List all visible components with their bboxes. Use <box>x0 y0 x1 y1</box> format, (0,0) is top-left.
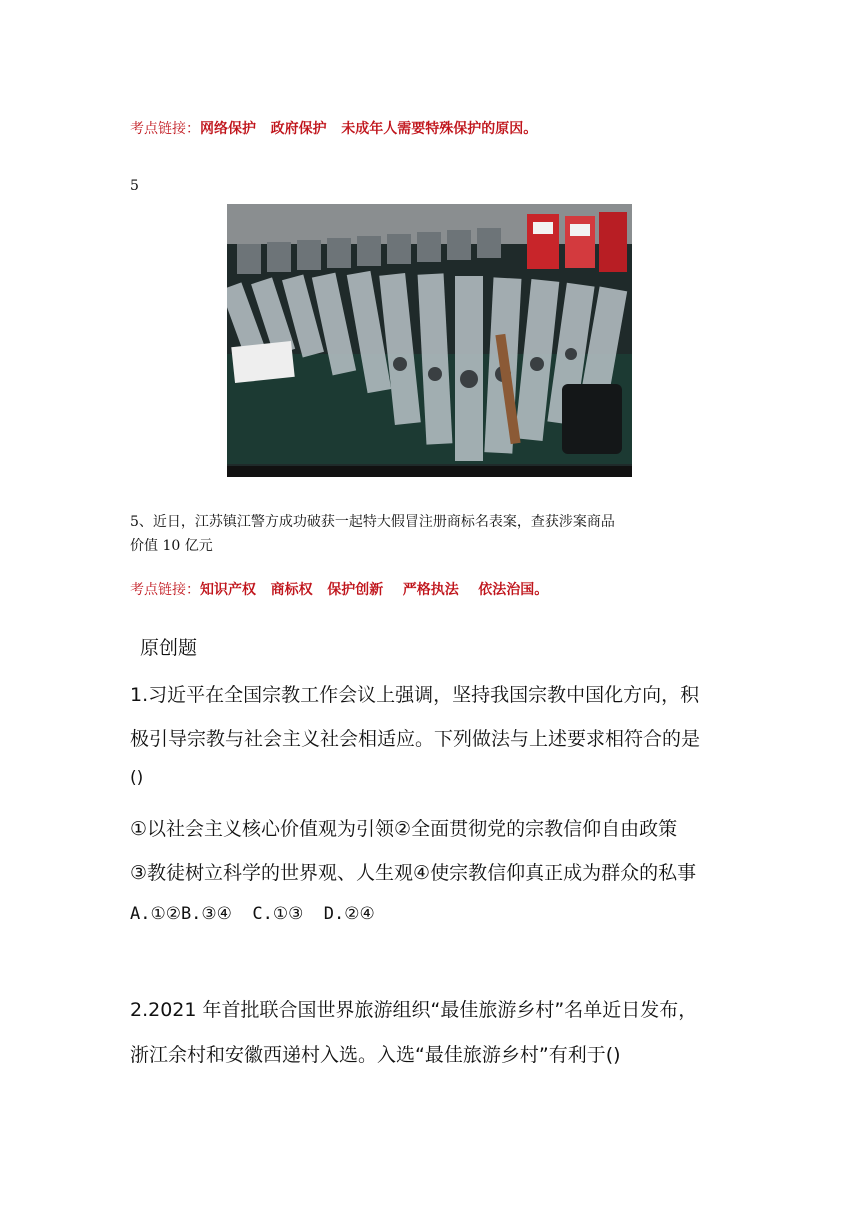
watches-illustration <box>227 204 632 477</box>
key-point-text: 网络保护 政府保护 未成年人需要特殊保护的原因。 <box>200 121 538 137</box>
q1-line-2: 极引导宗教与社会主义社会相适应。下列做法与上述要求相符合的是 <box>130 728 701 750</box>
caption-line-1: 5、近日，江苏镇江警方成功破获一起特大假冒注册商标名表案，查获涉案商品 <box>130 514 615 530</box>
counterfeit-watches-photo <box>227 204 632 477</box>
item-number: 5 <box>130 178 139 194</box>
key-point-link-1 <box>130 118 537 138</box>
q2-line-2: 浙江余村和安徽西递村入选。入选“最佳旅游乡村”有利于() <box>130 1044 621 1066</box>
q1-line-3: () <box>130 768 144 788</box>
key-point-text: 知识产权 商标权 保护创新 严格执法 依法治国。 <box>200 582 549 598</box>
key-point-label: 考点链接： <box>130 121 200 137</box>
original-questions-heading: 原创题 <box>140 637 198 659</box>
q1-options-line-2: ③教徒树立科学的世界观、人生观④使宗教信仰真正成为群众的私事 <box>130 862 697 884</box>
q1-line-1: 1.习近平在全国宗教工作会议上强调，坚持我国宗教中国化方向，积 <box>130 684 700 706</box>
q1-answer-choices: A.①②B.③④ C.①③ D.②④ <box>130 904 375 924</box>
q2-line-1: 2.2021 年首批联合国世界旅游组织“最佳旅游乡村”名单近日发布， <box>130 999 698 1021</box>
q1-options-line-1: ①以社会主义核心价值观为引领②全面贯彻党的宗教信仰自由政策 <box>130 818 678 840</box>
key-point-label: 考点链接： <box>130 582 200 598</box>
key-point-link-2 <box>130 579 548 599</box>
caption-line-2: 价值 10 亿元 <box>130 538 213 554</box>
news-caption <box>130 510 615 558</box>
